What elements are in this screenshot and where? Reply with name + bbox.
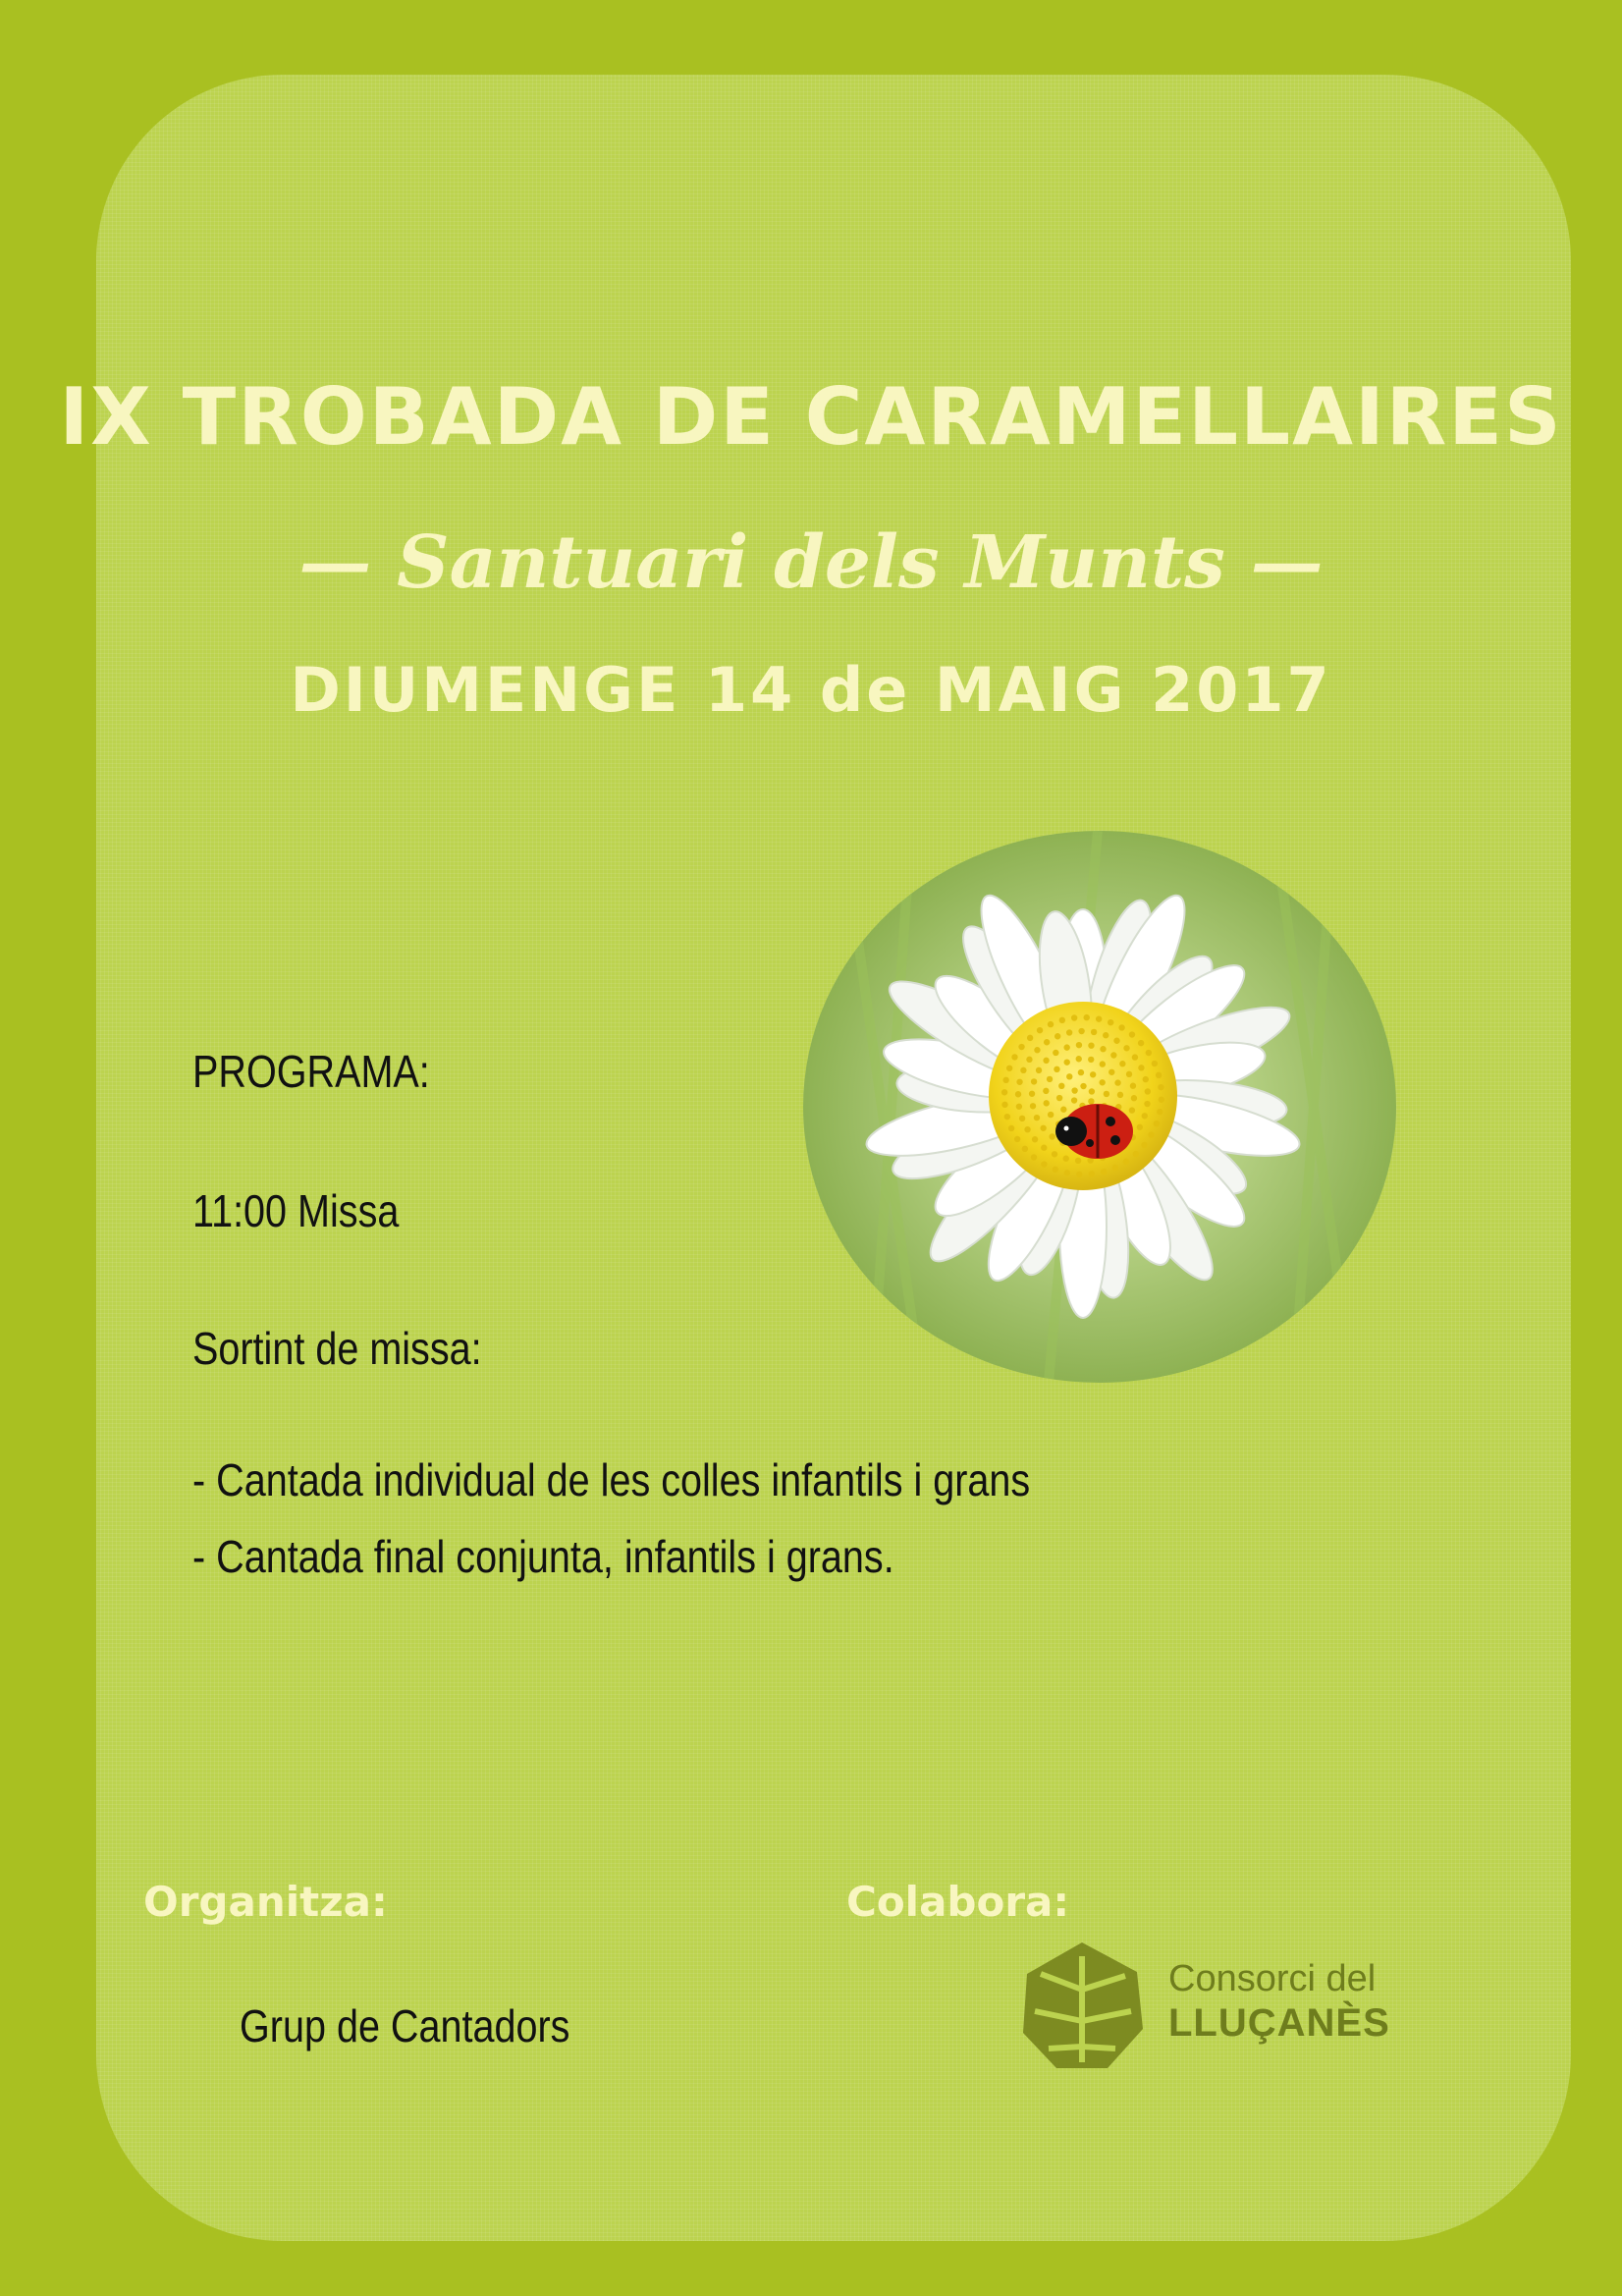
daisy-center-dot (1129, 1031, 1135, 1037)
daisy-center-dot (1063, 1156, 1069, 1162)
daisy-with-ladybug-icon (803, 831, 1396, 1383)
daisy-center-dot (1037, 1027, 1043, 1033)
daisy-center-dot (1058, 1083, 1064, 1089)
daisy-center-dot (1054, 1066, 1059, 1072)
daisy-center-dot (1123, 1159, 1129, 1165)
program-item: - Cantada individual de les colles infantils i grans (192, 1454, 1031, 1505)
daisy-center-dot (1002, 1077, 1008, 1083)
collaborator-label: Colabora: (846, 1878, 1070, 1926)
daisy-center-dot (1006, 1066, 1012, 1071)
daisy-center-dot (1146, 1050, 1152, 1056)
daisy-center-dot (1029, 1091, 1035, 1097)
organizer-label: Organitza: (143, 1878, 388, 1926)
daisy-center-dot (1113, 1038, 1119, 1044)
daisy-center-dot (1110, 1052, 1116, 1058)
daisy-center-dot (1154, 1121, 1160, 1126)
collaborator-name-line2: LLUÇANÈS (1168, 2001, 1390, 2045)
daisy-center-dot (1071, 1087, 1077, 1093)
daisy-center-dot (1052, 1151, 1057, 1157)
daisy-center-dot (1142, 1113, 1148, 1119)
daisy-center-dot (1059, 1017, 1065, 1023)
daisy-center-dot (1018, 1044, 1024, 1050)
daisy-center-dot (1044, 1039, 1050, 1045)
daisy-center-dot (1103, 1032, 1108, 1038)
daisy-center-dot (1034, 1115, 1040, 1121)
daisy-center-dot (1008, 1125, 1014, 1131)
daisy-center-dot (1024, 1126, 1030, 1132)
daisy-center-dot (1064, 1170, 1070, 1175)
daisy-center-dot (1108, 1069, 1114, 1075)
daisy-center-dot (1049, 1133, 1054, 1139)
daisy-center-dot (1078, 1069, 1084, 1075)
collaborator-name-line1: Consorci del (1168, 1958, 1377, 1999)
daisy-center-dot (1001, 1089, 1007, 1095)
daisy-center-dot (1066, 1073, 1072, 1079)
daisy-center-dot (1001, 1102, 1007, 1108)
daisy-center-dot (1031, 1154, 1037, 1160)
daisy-center-dot (1075, 1158, 1081, 1164)
daisy-center-dot (1066, 1029, 1072, 1035)
daisy-center-dot (1041, 1161, 1047, 1167)
daisy-center-dot (1131, 1095, 1137, 1101)
daisy-center-dot (1108, 1019, 1113, 1025)
daisy-center-dot (1156, 1072, 1162, 1078)
daisy-center-dot (1063, 1044, 1069, 1050)
daisy-center-dot (1011, 1054, 1017, 1060)
daisy-center-dot (1138, 1065, 1144, 1070)
daisy-center-dot (1048, 1112, 1054, 1118)
daisy-center-dot (1112, 1165, 1118, 1171)
program-item: - Cantada final conjunta, infantils i grans. (192, 1531, 894, 1582)
daisy-center-dot (1133, 1151, 1139, 1157)
daisy-center-dot (1078, 1028, 1084, 1034)
daisy-center-dot (1004, 1114, 1010, 1120)
program-heading: PROGRAMA: (192, 1046, 430, 1097)
daisy-center-dot (1053, 1050, 1058, 1056)
daisy-center-dot (1138, 1040, 1144, 1046)
daisy-center-dot (1030, 1103, 1036, 1109)
daisy-center-dot (1036, 1067, 1042, 1073)
daisy-center-dot (1060, 1107, 1066, 1113)
daisy-center-dot (1117, 1092, 1123, 1098)
daisy-center-dot (1054, 1033, 1060, 1039)
daisy-center-dot (1032, 1136, 1038, 1142)
daisy-center-dot (1031, 1078, 1037, 1084)
daisy-center-dot (1090, 1071, 1096, 1077)
daisy-center-dot (1043, 1088, 1049, 1094)
daisy-center-dot (1104, 1091, 1109, 1097)
daisy-center-dot (1089, 1088, 1095, 1094)
daisy-center-dot (1020, 1067, 1026, 1073)
daisy-center-dot (1041, 1145, 1047, 1151)
daisy-center-dot (1056, 1095, 1062, 1101)
daisy-center-dot (1158, 1084, 1163, 1090)
daisy-center-dot (1119, 1061, 1125, 1066)
poster-subtitle: — Santuari dels Munts — (298, 520, 1324, 605)
daisy-center-dot (1088, 1057, 1094, 1063)
daisy-center-dot (1043, 1058, 1049, 1064)
daisy-center-dot (1137, 1124, 1143, 1130)
daisy-center-dot (1114, 1079, 1120, 1085)
daisy-center-dot (1141, 1142, 1147, 1148)
daisy-center-dot (1100, 1046, 1106, 1052)
daisy-center-dot (1089, 1171, 1095, 1176)
collaborator-logo (1017, 1939, 1420, 2074)
daisy-center-dot (1159, 1097, 1164, 1103)
daisy-center-dot (1088, 1042, 1094, 1048)
daisy-center-dot (1048, 1021, 1054, 1027)
daisy-center-dot (1100, 1061, 1106, 1066)
daisy-center-dot (1076, 1172, 1082, 1177)
daisy-center-dot (1076, 1056, 1082, 1062)
daisy-center-dot (1015, 1091, 1021, 1097)
daisy-center-dot (1034, 1047, 1040, 1053)
daisy-center-dot (1130, 1083, 1136, 1089)
daisy-center-dot (1064, 1059, 1070, 1065)
daisy-center-dot (1118, 1024, 1124, 1030)
daisy-center-dot (1014, 1136, 1020, 1142)
daisy-center-dot (1016, 1104, 1022, 1110)
daisy-center-dot (1044, 1100, 1050, 1106)
daisy-center-dot (1132, 1054, 1138, 1060)
daisy-center-dot (1076, 1042, 1082, 1048)
daisy-center-dot (1022, 1146, 1028, 1152)
daisy-center-dot (1101, 1169, 1107, 1175)
daisy-center-dot (1040, 1125, 1046, 1131)
daisy-center-dot (1157, 1109, 1162, 1115)
daisy-center-dot (1096, 1015, 1102, 1021)
daisy-center-dot (1144, 1101, 1150, 1107)
daisy-center-dot (1152, 1061, 1158, 1066)
daisy-center-dot (1027, 1035, 1033, 1041)
daisy-center-dot (1071, 1014, 1077, 1020)
program-after-mass: Sortint de missa: (192, 1323, 482, 1374)
organizer-name: Grup de Cantadors (240, 2000, 570, 2051)
daisy-center-dot (1019, 1116, 1025, 1121)
event-date: DIUMENGE 14 de MAIG 2017 (290, 654, 1332, 726)
daisy-center-dot (1071, 1097, 1077, 1103)
daisy-center-dot (1084, 1014, 1090, 1020)
daisy-center-dot (1088, 1098, 1094, 1104)
program-time-entry: 11:00 Missa (192, 1185, 400, 1236)
daisy-center-dot (1126, 1071, 1132, 1077)
daisy-center-dot (1123, 1045, 1129, 1051)
poster-title: IX TROBADA DE CARAMELLAIRES (59, 371, 1563, 463)
daisy-center-dot (1053, 1167, 1058, 1173)
daisy-center-dot (1080, 1083, 1086, 1089)
daisy-center-dot (1129, 1107, 1135, 1113)
daisy-center-dot (1091, 1029, 1097, 1035)
daisy-center-dot (1099, 1079, 1105, 1085)
daisy-center-dot (1026, 1057, 1032, 1063)
daisy-center-dot (1143, 1076, 1149, 1082)
daisy-center-dot (1145, 1088, 1151, 1094)
daisy-center-dot (1047, 1076, 1053, 1082)
consorci-leaf-logo-icon (1017, 1939, 1147, 2074)
daisy-center-dot (1016, 1079, 1022, 1085)
daisy-center-dot (1148, 1131, 1154, 1137)
